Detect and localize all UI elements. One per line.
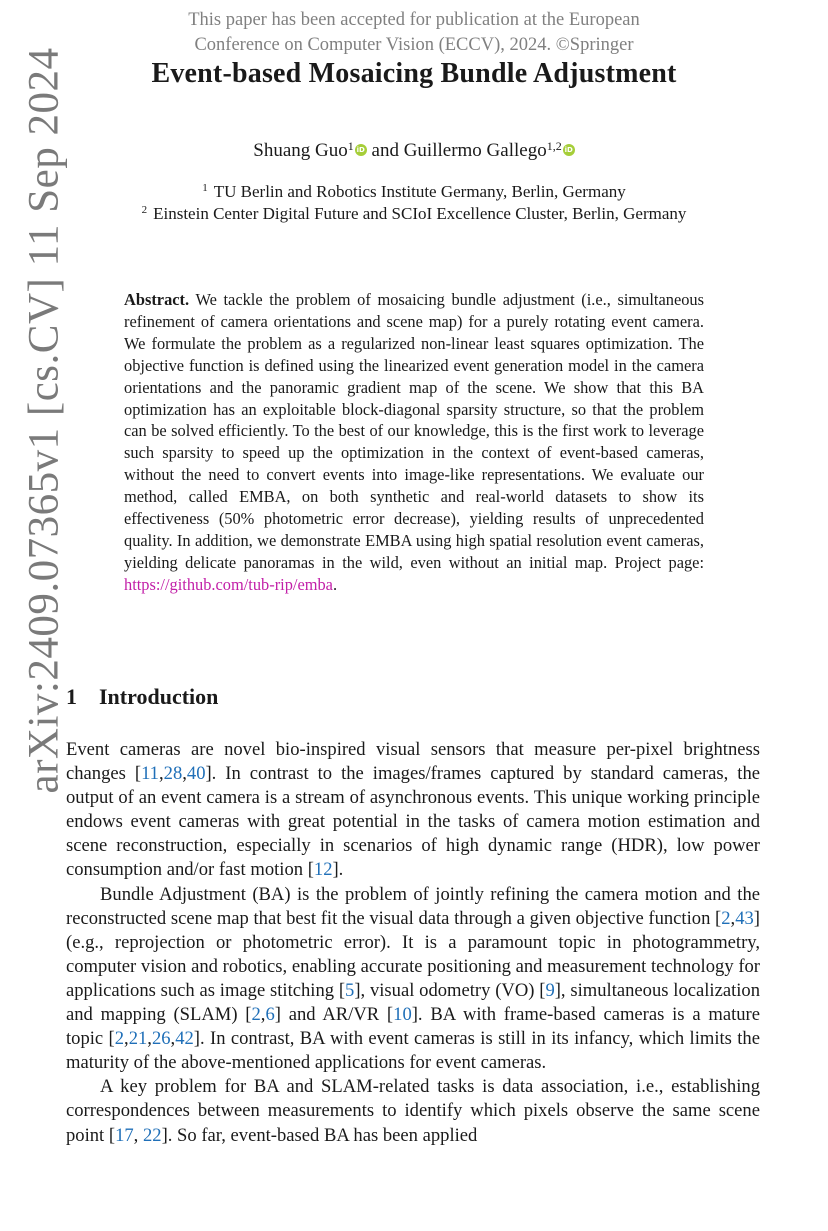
text-run: ]. BA with frame-based cameras is a mature topic [ bbox=[66, 1004, 760, 1050]
body-text bbox=[66, 738, 760, 1148]
abstract-label: Abstract. bbox=[124, 290, 190, 309]
citation-link[interactable]: 21 bbox=[128, 1028, 148, 1050]
affiliation-mark: 1,2 bbox=[546, 139, 562, 153]
citation-link[interactable]: 11 bbox=[141, 763, 159, 785]
project-page-link[interactable]: https://github.com/tub-rip/emba bbox=[124, 574, 333, 594]
publication-notice bbox=[0, 8, 828, 58]
arxiv-identifier: arXiv:2409.07365v1 [cs.CV] 11 Sep 2024 bbox=[20, 47, 68, 793]
citation-link[interactable]: 22 bbox=[142, 1124, 162, 1146]
citation-link[interactable]: 5 bbox=[345, 979, 355, 1001]
citation-link[interactable]: 6 bbox=[265, 1004, 275, 1026]
section-number: 1 bbox=[66, 684, 77, 709]
abstract-text: We tackle the problem of mosaicing bundle adjustment (i.e., simultaneous refinement of camera orientations and scene map) for a purely rotating event camera. We formulate the problem as a regularized non-linear least squares optimization. The objective function is defined using the linearized event generation model in the camera orientations and the panoramic gradient map of the scene. We show that this BA optimization has an exploitable block-diagonal sparsity structure, so that the problem can be solved efficiently. To the best of our knowledge, this is the first work to leverage such sparsity to speed up the optimization in the context of event-based cameras, without the need to convert events into image-like representations. We evaluate our method, called EMBA, on both synthetic and real-world datasets to show its effectiveness (50% photometric error decrease), yielding results of unprecedented quality. In addition, we demonstrate EMBA using high spatial resolution event cameras, yielding delicate panoramas in the wild, even without an initial map. Project page: bbox=[124, 290, 704, 572]
section-heading bbox=[66, 684, 218, 710]
text-run: ]. bbox=[332, 859, 344, 881]
author-name: Shuang Guo bbox=[253, 140, 348, 161]
arxiv-sidebar bbox=[14, 47, 74, 793]
text-run: ], simultaneous localization and mapping (SLAM) [ bbox=[66, 979, 761, 1026]
citation-link[interactable]: 43 bbox=[735, 907, 754, 929]
affiliation-mark: 2 bbox=[141, 204, 148, 216]
author-connector: and bbox=[366, 140, 404, 161]
author-list bbox=[0, 139, 828, 162]
notice-line-2: Conference on Computer Vision (ECCV), 2024. ©Springer bbox=[194, 35, 634, 55]
section-title: Introduction bbox=[99, 684, 219, 709]
text-run: ]. So far, event-based BA has been applied bbox=[161, 1124, 478, 1146]
affiliation-text: Einstein Center Digital Future and SCIoI Excellence Cluster, Berlin, Germany bbox=[153, 204, 687, 223]
abstract bbox=[124, 289, 704, 596]
paragraph: Event cameras are novel bio-inspired visual sensors that measure per-pixel brightness changes [11,28,40]. In contrast to the images/frames captured by standard cameras, the output of an event camera is a stream of asynchronous events. This unique working principle endows event cameras with great potential in the tasks of camera motion estimation and scene reconstruction, especially in scenarios of high dynamic range (HDR), low power consumption and/or fast motion [12]. bbox=[66, 739, 760, 881]
text-run: ] and AR/VR [ bbox=[274, 1004, 394, 1026]
citation-link[interactable]: 42 bbox=[175, 1028, 194, 1050]
text-run: ]. In contrast to the images/frames captured by standard cameras, the output of an event camera is a stream of asynchronous events. This unique working principle endows event cameras with great potential in the tasks of camera motion estimation and scene reconstruction, especially in scenarios of high dynamic range (HDR), low power consumption and/or fast motion [ bbox=[66, 763, 760, 881]
affiliation-2 bbox=[0, 204, 828, 224]
paragraph: A key problem for BA and SLAM-related tasks is data association, i.e., establishing correspondences between measurements to identify which pixels observe the same scene point [17, 22]. So far, event-based BA has been applied bbox=[66, 1076, 760, 1146]
paragraph: Bundle Adjustment (BA) is the problem of jointly refining the camera motion and the reconstructed scene map that best fit the visual data through a given objective function [2,43] (e.g., reprojection or photometric error). It is a paramount topic in photogrammetry, computer vision and robotics, enabling accurate positioning and measurement technology for applications such as image stitching [5], visual odometry (VO) [9], simultaneous localization and mapping (SLAM) [2,6] and AR/VR [10]. BA with frame-based cameras is a mature topic [2,21,26,42]. In contrast, BA with event cameras is still in its infancy, which limits the maturity of the above-mentioned applications for event cameras. bbox=[66, 883, 761, 1074]
affiliation-mark: 1 bbox=[347, 139, 354, 153]
affiliation-text: TU Berlin and Robotics Institute Germany, Berlin, Germany bbox=[213, 182, 626, 201]
citation-link[interactable]: 2 bbox=[721, 907, 731, 929]
citation-link[interactable]: 26 bbox=[151, 1028, 171, 1050]
author-name: Guillermo Gallego bbox=[403, 140, 547, 161]
citation-link[interactable]: 2 bbox=[114, 1028, 125, 1050]
text-run: Event cameras are novel bio-inspired visual sensors that measure per-pixel brightness changes [ bbox=[66, 739, 760, 785]
text-run: ], visual odometry (VO) [ bbox=[354, 979, 546, 1001]
abstract-end: . bbox=[332, 574, 338, 594]
text-run: ] (e.g., reprojection or photometric error). It is a paramount topic in photogrammetry, computer vision and robotics, enabling accurate positioning and measurement technology for applications such as image stitching [ bbox=[66, 907, 760, 1001]
text-run: Bundle Adjustment (BA) is the problem of jointly refining the camera motion and the reconstructed scene map that best fit the visual data through a given objective function [ bbox=[66, 883, 760, 929]
citation-link[interactable]: 10 bbox=[393, 1004, 412, 1026]
citation-link[interactable]: 2 bbox=[251, 1004, 261, 1026]
orcid-icon[interactable]: iD bbox=[356, 146, 365, 154]
paper-title: Event-based Mosaicing Bundle Adjustment bbox=[151, 58, 677, 89]
text-run: A key problem for BA and SLAM-related tasks is data association, i.e., establishing correspondences between measurements to identify which pixels observe the same scene point [ bbox=[66, 1076, 760, 1146]
citation-link[interactable]: 9 bbox=[545, 979, 555, 1001]
text-run: ]. In contrast, BA with event cameras is still in its infancy, which limits the maturity of the above-mentioned applications for event cameras. bbox=[66, 1028, 760, 1074]
affiliation-1 bbox=[0, 182, 828, 202]
orcid-icon[interactable]: iD bbox=[564, 146, 573, 154]
citation-link[interactable]: 12 bbox=[313, 859, 333, 881]
notice-line-1: This paper has been accepted for publication at the European bbox=[188, 10, 640, 30]
citation-link[interactable]: 17 bbox=[115, 1124, 134, 1146]
citation-link[interactable]: 40 bbox=[186, 763, 206, 785]
citation-link[interactable]: 28 bbox=[163, 763, 183, 785]
affiliation-mark: 1 bbox=[202, 182, 208, 194]
